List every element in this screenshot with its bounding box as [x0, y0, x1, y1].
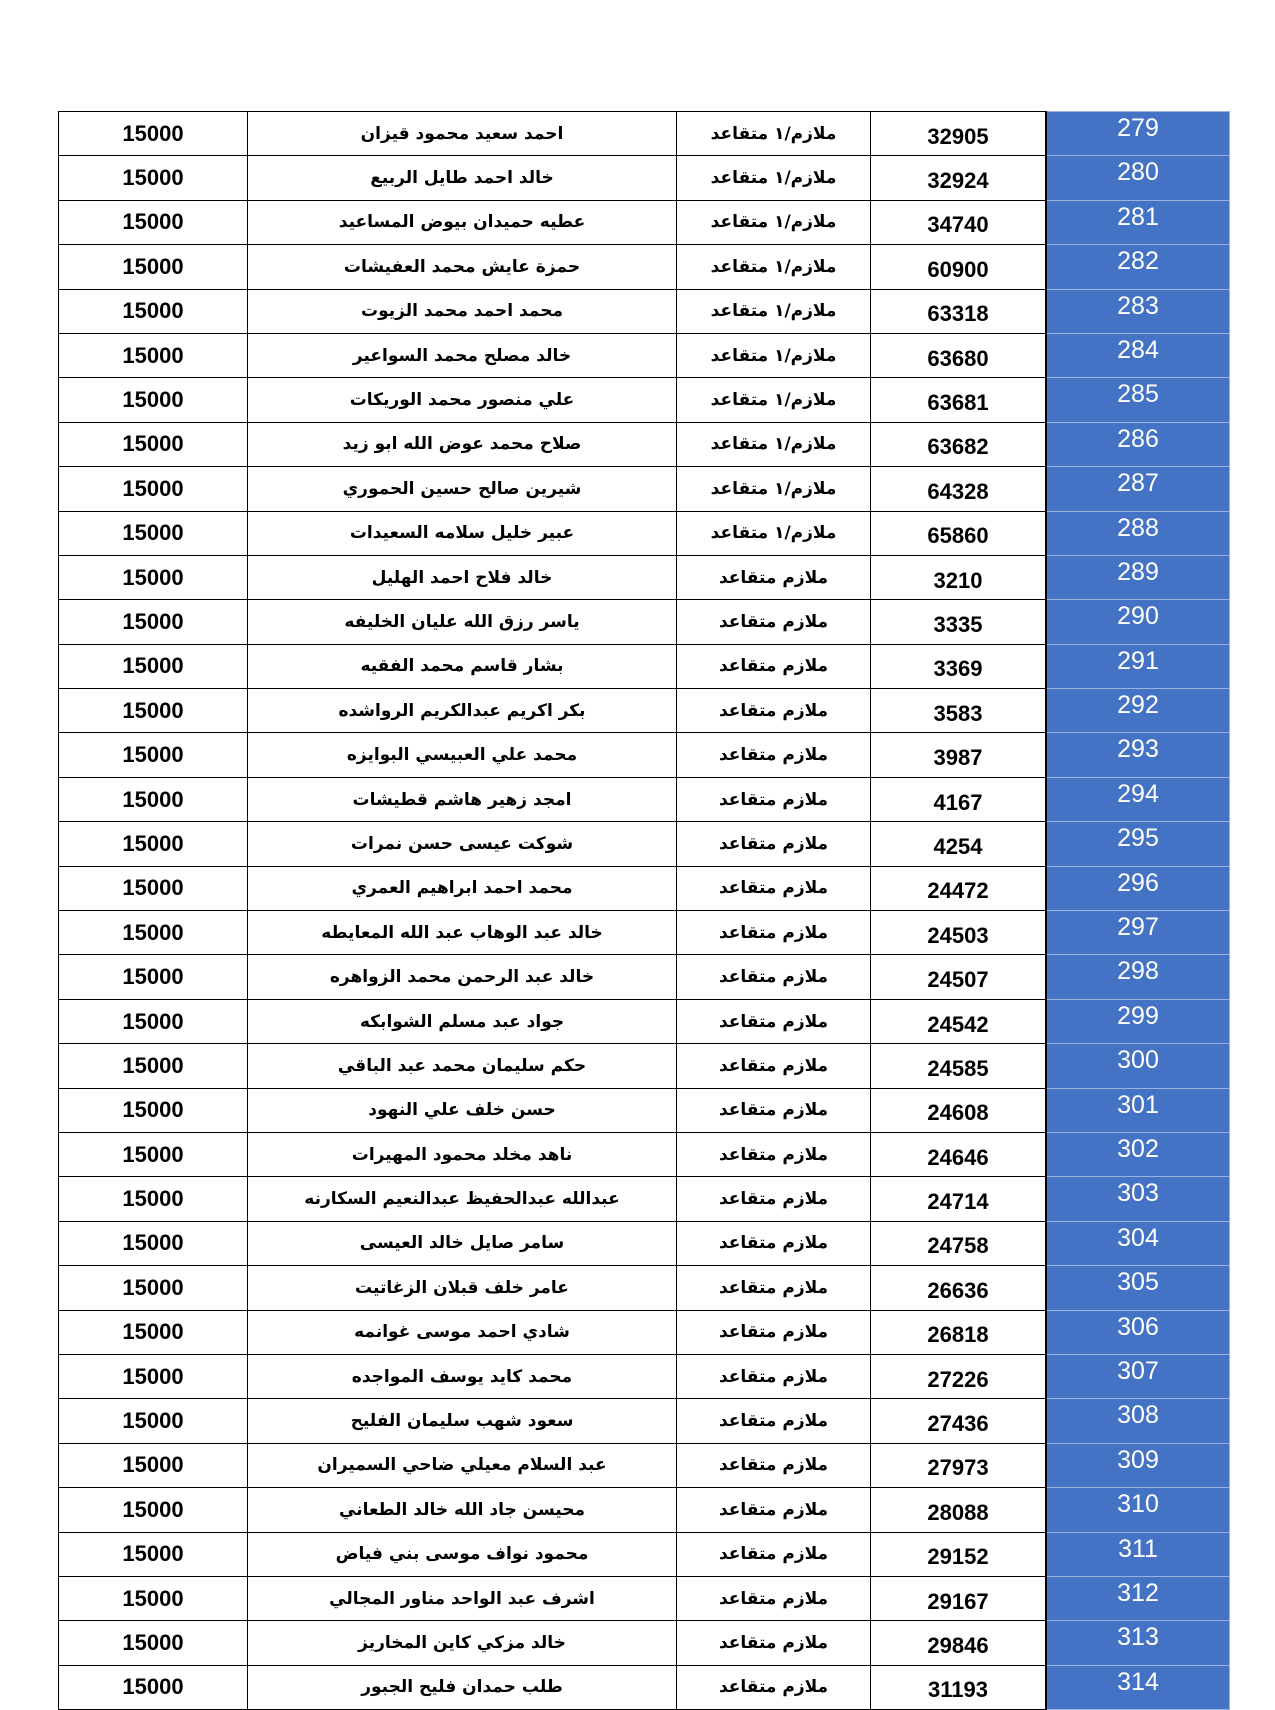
sequence-number-cell: 314 — [1046, 1665, 1230, 1709]
sequence-number-cell: 292 — [1046, 689, 1230, 733]
sequence-number-cell: 305 — [1046, 1266, 1230, 1310]
military-number-cell: 24758 — [871, 1221, 1047, 1265]
sequence-number-cell: 289 — [1046, 555, 1230, 599]
name-cell: خالد عبد الرحمن محمد الزواهره — [248, 955, 677, 999]
amount-cell: 15000 — [59, 1576, 248, 1620]
military-number-cell: 60900 — [871, 245, 1047, 289]
name-cell: شادي احمد موسى غوانمه — [248, 1310, 677, 1354]
name-cell: ناهد مخلد محمود المهيرات — [248, 1132, 677, 1176]
rank-cell: ملازم متقاعد — [677, 1399, 871, 1443]
rank-cell: ملازم متقاعد — [677, 1310, 871, 1354]
military-number-cell: 63680 — [871, 333, 1047, 377]
military-number-cell: 4254 — [871, 822, 1047, 866]
name-cell: محمد احمد محمد الزيوت — [248, 289, 677, 333]
military-number-cell: 63318 — [871, 289, 1047, 333]
military-number-cell: 26636 — [871, 1266, 1047, 1310]
amount-cell: 15000 — [59, 733, 248, 777]
table-row — [59, 911, 1230, 955]
rank-cell: ملازم/١ متقاعد — [677, 333, 871, 377]
name-cell: عطيه حميدان بيوض المساعيد — [248, 200, 677, 244]
table-row — [59, 999, 1230, 1043]
table-row — [59, 1576, 1230, 1620]
name-cell: خالد احمد طايل الربيع — [248, 156, 677, 200]
amount-cell: 15000 — [59, 555, 248, 599]
military-number-cell: 28088 — [871, 1488, 1047, 1532]
sequence-number-cell: 298 — [1046, 955, 1230, 999]
table-row — [59, 555, 1230, 599]
table-row — [59, 1177, 1230, 1221]
amount-cell: 15000 — [59, 1132, 248, 1176]
amount-cell: 15000 — [59, 1532, 248, 1576]
name-cell: عبد السلام معيلي ضاحي السميران — [248, 1443, 677, 1487]
name-cell: محمد علي العبيسي البوايزه — [248, 733, 677, 777]
rank-cell: ملازم متقاعد — [677, 1088, 871, 1132]
name-cell: حسن خلف علي النهود — [248, 1088, 677, 1132]
name-cell: علي منصور محمد الوريكات — [248, 378, 677, 422]
amount-cell: 15000 — [59, 600, 248, 644]
rank-cell: ملازم متقاعد — [677, 1354, 871, 1398]
table-row — [59, 1044, 1230, 1088]
amount-cell: 15000 — [59, 1310, 248, 1354]
rank-cell: ملازم/١ متقاعد — [677, 156, 871, 200]
military-number-cell: 64328 — [871, 467, 1047, 511]
military-number-cell: 31193 — [871, 1665, 1047, 1709]
table-row — [59, 1132, 1230, 1176]
rank-cell: ملازم متقاعد — [677, 1266, 871, 1310]
military-number-cell: 3210 — [871, 555, 1047, 599]
amount-cell: 15000 — [59, 1354, 248, 1398]
military-number-cell: 29846 — [871, 1621, 1047, 1665]
rank-cell: ملازم/١ متقاعد — [677, 245, 871, 289]
amount-cell: 15000 — [59, 112, 248, 156]
rank-cell: ملازم متقاعد — [677, 600, 871, 644]
military-number-cell: 29152 — [871, 1532, 1047, 1576]
table-row — [59, 1399, 1230, 1443]
military-number-cell: 32905 — [871, 112, 1047, 156]
military-number-cell: 24608 — [871, 1088, 1047, 1132]
table-row — [59, 1221, 1230, 1265]
sequence-number-cell: 280 — [1046, 156, 1230, 200]
sequence-number-cell: 310 — [1046, 1488, 1230, 1532]
name-cell: حكم سليمان محمد عبد الباقي — [248, 1044, 677, 1088]
amount-cell: 15000 — [59, 911, 248, 955]
table-row — [59, 1532, 1230, 1576]
sequence-number-cell: 304 — [1046, 1221, 1230, 1265]
sequence-number-cell: 291 — [1046, 644, 1230, 688]
amount-cell: 15000 — [59, 689, 248, 733]
rank-cell: ملازم متقاعد — [677, 1443, 871, 1487]
rank-cell: ملازم متقاعد — [677, 1044, 871, 1088]
sequence-number-cell: 295 — [1046, 822, 1230, 866]
table-row — [59, 866, 1230, 910]
sequence-number-cell: 307 — [1046, 1354, 1230, 1398]
sequence-number-cell: 301 — [1046, 1088, 1230, 1132]
amount-cell: 15000 — [59, 955, 248, 999]
sequence-number-cell: 283 — [1046, 289, 1230, 333]
sequence-number-cell: 294 — [1046, 777, 1230, 821]
military-number-cell: 27226 — [871, 1354, 1047, 1398]
name-cell: عامر خلف قبلان الزغاتيت — [248, 1266, 677, 1310]
sequence-number-cell: 279 — [1046, 112, 1230, 156]
table-row — [59, 333, 1230, 377]
amount-cell: 15000 — [59, 245, 248, 289]
name-cell: جواد عبد مسلم الشوابكه — [248, 999, 677, 1043]
table-row — [59, 733, 1230, 777]
rank-cell: ملازم متقاعد — [677, 1221, 871, 1265]
name-cell: طلب حمدان فليح الجبور — [248, 1665, 677, 1709]
rank-cell: ملازم متقاعد — [677, 644, 871, 688]
rank-cell: ملازم/١ متقاعد — [677, 378, 871, 422]
amount-cell: 15000 — [59, 822, 248, 866]
name-cell: بشار قاسم محمد الفقيه — [248, 644, 677, 688]
sequence-number-cell: 299 — [1046, 999, 1230, 1043]
table-row — [59, 689, 1230, 733]
military-number-cell: 4167 — [871, 777, 1047, 821]
amount-cell: 15000 — [59, 866, 248, 910]
table-row — [59, 600, 1230, 644]
sequence-number-cell: 296 — [1046, 866, 1230, 910]
table-row — [59, 1443, 1230, 1487]
rank-cell: ملازم/١ متقاعد — [677, 200, 871, 244]
sequence-number-cell: 286 — [1046, 422, 1230, 466]
name-cell: عبير خليل سلامه السعيدات — [248, 511, 677, 555]
name-cell: محمد احمد ابراهيم العمري — [248, 866, 677, 910]
sequence-number-cell: 297 — [1046, 911, 1230, 955]
rank-cell: ملازم متقاعد — [677, 733, 871, 777]
amount-cell: 15000 — [59, 156, 248, 200]
sequence-number-cell: 287 — [1046, 467, 1230, 511]
table-row — [59, 467, 1230, 511]
rank-cell: ملازم متقاعد — [677, 955, 871, 999]
amount-cell: 15000 — [59, 378, 248, 422]
name-cell: احمد سعيد محمود قيزان — [248, 112, 677, 156]
amount-cell: 15000 — [59, 467, 248, 511]
name-cell: سعود شهب سليمان الفليح — [248, 1399, 677, 1443]
rank-cell: ملازم/١ متقاعد — [677, 112, 871, 156]
sequence-number-cell: 306 — [1046, 1310, 1230, 1354]
table-row — [59, 511, 1230, 555]
rank-cell: ملازم متقاعد — [677, 1532, 871, 1576]
rank-cell: ملازم/١ متقاعد — [677, 467, 871, 511]
rank-cell: ملازم متقاعد — [677, 822, 871, 866]
table-row — [59, 955, 1230, 999]
military-number-cell: 24542 — [871, 999, 1047, 1043]
amount-cell: 15000 — [59, 1621, 248, 1665]
amount-cell: 15000 — [59, 1266, 248, 1310]
amount-cell: 15000 — [59, 1399, 248, 1443]
military-number-cell: 24472 — [871, 866, 1047, 910]
amount-cell: 15000 — [59, 422, 248, 466]
name-cell: حمزة عايش محمد العفيشات — [248, 245, 677, 289]
rank-cell: ملازم متقاعد — [677, 1488, 871, 1532]
sequence-number-cell: 288 — [1046, 511, 1230, 555]
amount-cell: 15000 — [59, 999, 248, 1043]
sequence-number-cell: 303 — [1046, 1177, 1230, 1221]
amount-cell: 15000 — [59, 1488, 248, 1532]
amount-cell: 15000 — [59, 1044, 248, 1088]
military-number-cell: 26818 — [871, 1310, 1047, 1354]
table-row — [59, 777, 1230, 821]
sequence-number-cell: 290 — [1046, 600, 1230, 644]
military-number-cell: 24585 — [871, 1044, 1047, 1088]
amount-cell: 15000 — [59, 333, 248, 377]
table-row — [59, 1488, 1230, 1532]
name-cell: محمود نواف موسى بني فياض — [248, 1532, 677, 1576]
amount-cell: 15000 — [59, 1221, 248, 1265]
military-number-cell: 27436 — [871, 1399, 1047, 1443]
table-row — [59, 245, 1230, 289]
name-cell: محيسن جاد الله خالد الطعاني — [248, 1488, 677, 1532]
military-number-cell: 3369 — [871, 644, 1047, 688]
table-row — [59, 1310, 1230, 1354]
table-row — [59, 1621, 1230, 1665]
military-number-cell: 24646 — [871, 1132, 1047, 1176]
name-cell: سامر صايل خالد العيسى — [248, 1221, 677, 1265]
name-cell: اشرف عبد الواحد مناور المجالي — [248, 1576, 677, 1620]
name-cell: محمد كايد يوسف المواجده — [248, 1354, 677, 1398]
table-row — [59, 1088, 1230, 1132]
name-cell: شوكت عيسى حسن نمرات — [248, 822, 677, 866]
rank-cell: ملازم متقاعد — [677, 866, 871, 910]
military-number-cell: 3987 — [871, 733, 1047, 777]
sequence-number-cell: 293 — [1046, 733, 1230, 777]
sequence-number-cell: 285 — [1046, 378, 1230, 422]
sequence-number-cell: 312 — [1046, 1576, 1230, 1620]
sequence-number-cell: 284 — [1046, 333, 1230, 377]
amount-cell: 15000 — [59, 1443, 248, 1487]
name-cell: صلاح محمد عوض الله ابو زيد — [248, 422, 677, 466]
amount-cell: 15000 — [59, 289, 248, 333]
sequence-number-cell: 282 — [1046, 245, 1230, 289]
military-number-cell: 24507 — [871, 955, 1047, 999]
military-number-cell: 63682 — [871, 422, 1047, 466]
rank-cell: ملازم متقاعد — [677, 999, 871, 1043]
rank-cell: ملازم/١ متقاعد — [677, 422, 871, 466]
table-row — [59, 822, 1230, 866]
amount-cell: 15000 — [59, 511, 248, 555]
amount-cell: 15000 — [59, 1665, 248, 1709]
sequence-number-cell: 300 — [1046, 1044, 1230, 1088]
amount-cell: 15000 — [59, 777, 248, 821]
sequence-number-cell: 308 — [1046, 1399, 1230, 1443]
table-row — [59, 1665, 1230, 1709]
rank-cell: ملازم متقاعد — [677, 555, 871, 599]
sequence-number-cell: 311 — [1046, 1532, 1230, 1576]
rank-cell: ملازم متقاعد — [677, 689, 871, 733]
military-number-cell: 24714 — [871, 1177, 1047, 1221]
rank-cell: ملازم/١ متقاعد — [677, 289, 871, 333]
sequence-number-cell: 309 — [1046, 1443, 1230, 1487]
sequence-number-cell: 302 — [1046, 1132, 1230, 1176]
table-body — [59, 112, 1230, 1710]
rank-cell: ملازم/١ متقاعد — [677, 511, 871, 555]
rank-cell: ملازم متقاعد — [677, 1177, 871, 1221]
military-number-cell: 24503 — [871, 911, 1047, 955]
military-number-cell: 34740 — [871, 200, 1047, 244]
table-row — [59, 1266, 1230, 1310]
amount-cell: 15000 — [59, 1088, 248, 1132]
sequence-number-cell: 281 — [1046, 200, 1230, 244]
table-row — [59, 112, 1230, 156]
rank-cell: ملازم متقاعد — [677, 777, 871, 821]
name-cell: امجد زهير هاشم قطيشات — [248, 777, 677, 821]
military-number-cell: 29167 — [871, 1576, 1047, 1620]
military-number-cell: 65860 — [871, 511, 1047, 555]
table-row — [59, 289, 1230, 333]
table-row — [59, 422, 1230, 466]
name-cell: بكر اكريم عبدالكريم الرواشده — [248, 689, 677, 733]
table-row — [59, 1354, 1230, 1398]
retirees-table — [58, 111, 1230, 1710]
table-row — [59, 378, 1230, 422]
name-cell: عبدالله عبدالحفيظ عبدالنعيم السكارنه — [248, 1177, 677, 1221]
name-cell: خالد عبد الوهاب عبد الله المعايطه — [248, 911, 677, 955]
name-cell: خالد مصلح محمد السواعير — [248, 333, 677, 377]
table-row — [59, 156, 1230, 200]
rank-cell: ملازم متقاعد — [677, 1621, 871, 1665]
amount-cell: 15000 — [59, 200, 248, 244]
name-cell: خالد فلاح احمد الهليل — [248, 555, 677, 599]
military-number-cell: 3583 — [871, 689, 1047, 733]
sequence-number-cell: 313 — [1046, 1621, 1230, 1665]
rank-cell: ملازم متقاعد — [677, 1576, 871, 1620]
rank-cell: ملازم متقاعد — [677, 1132, 871, 1176]
name-cell: ياسر رزق الله عليان الخليفه — [248, 600, 677, 644]
name-cell: شيرين صالح حسين الحموري — [248, 467, 677, 511]
amount-cell: 15000 — [59, 644, 248, 688]
table-row — [59, 200, 1230, 244]
rank-cell: ملازم متقاعد — [677, 1665, 871, 1709]
military-number-cell: 27973 — [871, 1443, 1047, 1487]
military-number-cell: 32924 — [871, 156, 1047, 200]
military-number-cell: 3335 — [871, 600, 1047, 644]
table-row — [59, 644, 1230, 688]
amount-cell: 15000 — [59, 1177, 248, 1221]
rank-cell: ملازم متقاعد — [677, 911, 871, 955]
military-number-cell: 63681 — [871, 378, 1047, 422]
name-cell: خالد مزكي كاين المخاريز — [248, 1621, 677, 1665]
